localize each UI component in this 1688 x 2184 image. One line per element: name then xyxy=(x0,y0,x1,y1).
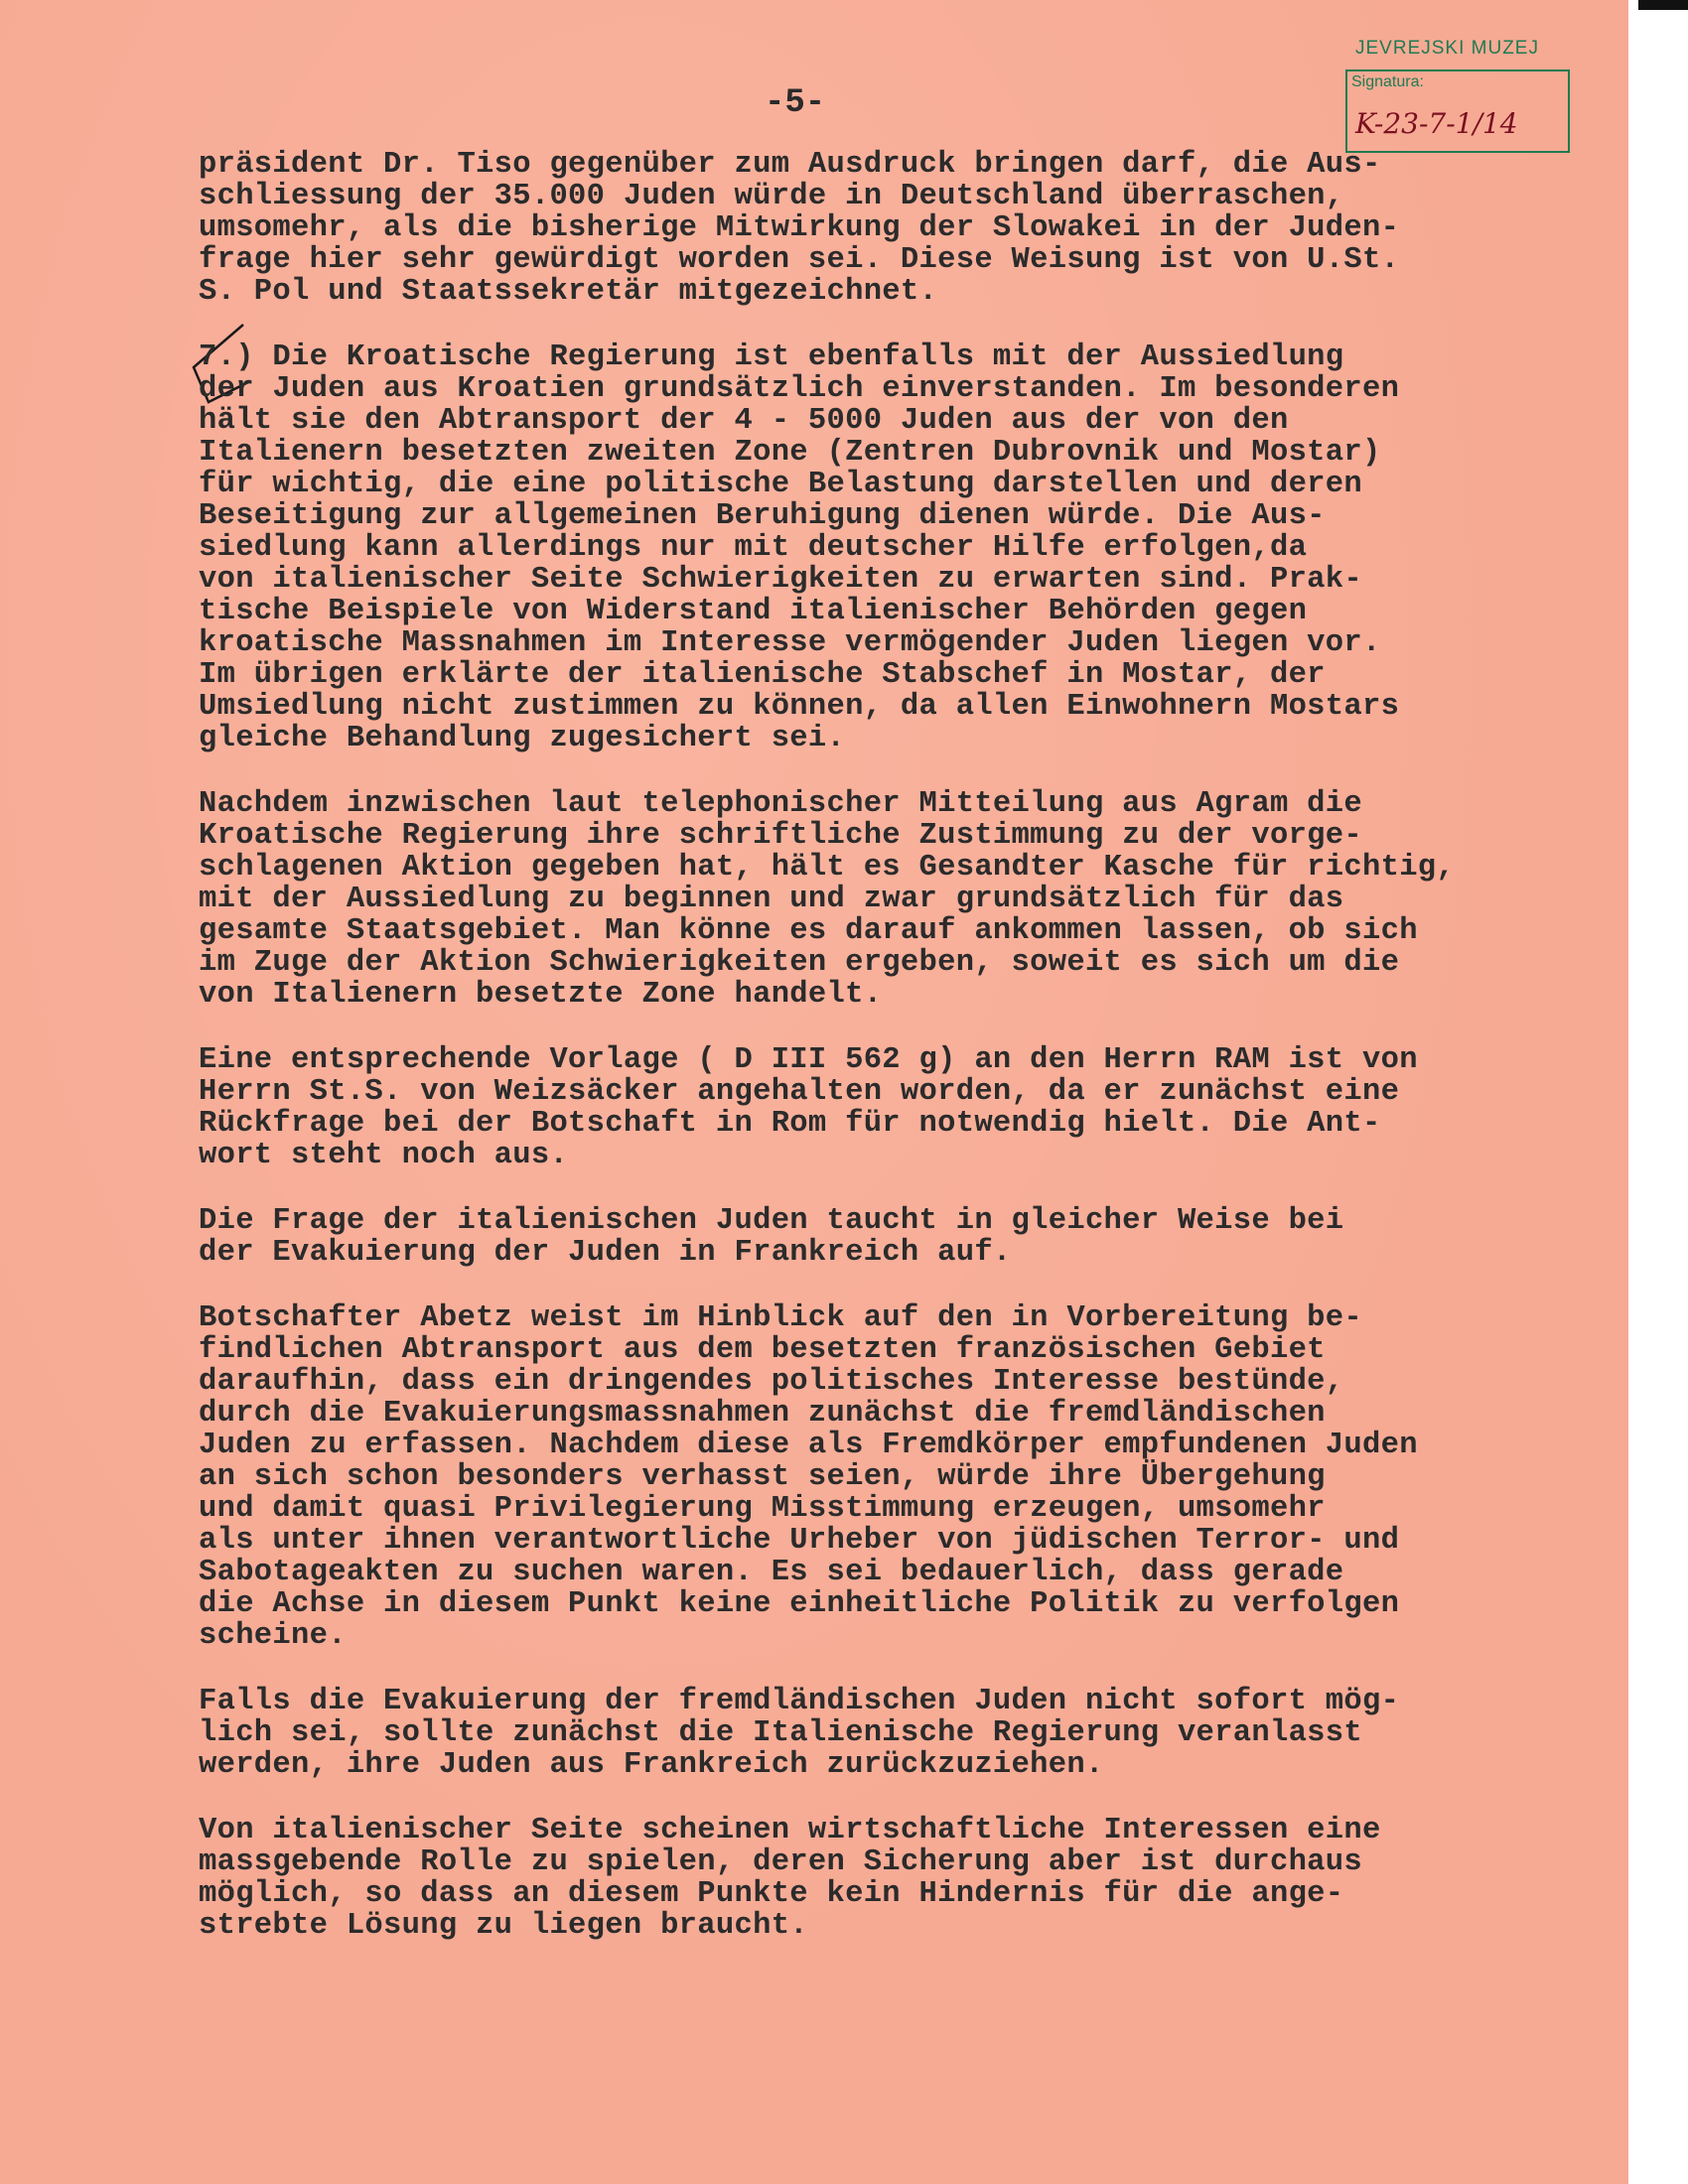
paragraph-p4 xyxy=(199,1044,1579,1171)
stamp-box xyxy=(1345,69,1570,153)
paragraph-p8 xyxy=(199,1815,1579,1942)
text-line: Umsiedlung nicht zustimmen zu können, da allen Einwohnern Mostars xyxy=(199,690,1400,724)
text-line: möglich, so dass an diesem Punkte kein Hindernis für die ange- xyxy=(199,1877,1344,1911)
text-line: frage hier sehr gewürdigt worden sei. Diese Weisung ist von U.St. xyxy=(199,243,1400,277)
text-line: Juden zu erfassen. Nachdem diese als Fremdkörper empfundenen Juden xyxy=(199,1429,1418,1462)
text-line: Im übrigen erklärte der italienische Stabschef in Mostar, der xyxy=(199,658,1326,692)
paragraph-p3 xyxy=(199,788,1579,1011)
text-line: werden, ihre Juden aus Frankreich zurückzuziehen. xyxy=(199,1748,1104,1782)
text-line: massgebende Rolle zu spielen, deren Sicherung aber ist durchaus xyxy=(199,1845,1362,1879)
text-line: Die Frage der italienischen Juden taucht in gleicher Weise bei xyxy=(199,1204,1344,1238)
text-line: findlichen Abtransport aus dem besetzten französischen Gebiet xyxy=(199,1333,1326,1367)
text-line: strebte Lösung zu liegen braucht. xyxy=(199,1909,808,1943)
text-line: schliessung der 35.000 Juden würde in Deutschland überraschen, xyxy=(199,180,1344,213)
text-line: von Italienern besetzte Zone handelt. xyxy=(199,978,883,1012)
text-line: tische Beispiele von Widerstand italienischer Behörden gegen xyxy=(199,595,1308,628)
text-line: an sich schon besonders verhasst seien, würde ihre Übergehung xyxy=(199,1460,1326,1494)
text-line: im Zuge der Aktion Schwierigkeiten ergeben, soweit es sich um die xyxy=(199,946,1400,980)
stamp-museum-name: JEVREJSKI MUZEJ xyxy=(1355,38,1539,59)
text-line: für wichtig, die eine politische Belastung darstellen und deren xyxy=(199,468,1362,501)
text-line: Sabotageakten zu suchen waren. Es sei bedauerlich, dass gerade xyxy=(199,1556,1344,1589)
text-line: siedlung kann allerdings nur mit deutscher Hilfe erfolgen,da xyxy=(199,531,1308,565)
text-line: präsident Dr. Tiso gegenüber zum Ausdruck bringen darf, die Aus- xyxy=(199,148,1381,182)
paragraph-gap xyxy=(199,1781,1579,1815)
text-line: Beseitigung zur allgemeinen Beruhigung dienen würde. Die Aus- xyxy=(199,499,1326,533)
text-line: S. Pol und Staatssekretär mitgezeichnet. xyxy=(199,275,938,309)
text-line: der Juden aus Kroatien grundsätzlich einverstanden. Im besonderen xyxy=(199,372,1400,406)
paragraph-p7 xyxy=(199,1686,1579,1781)
paragraph-gap xyxy=(199,308,1579,341)
paragraph-p2 xyxy=(199,341,1579,754)
text-line: scheine. xyxy=(199,1619,347,1653)
page-number: -5- xyxy=(765,84,826,122)
paragraph-gap xyxy=(199,1011,1579,1044)
text-line: gesamte Staatsgebiet. Man könne es darauf ankommen lassen, ob sich xyxy=(199,914,1418,948)
text-line: Nachdem inzwischen laut telephonischer Mitteilung aus Agram die xyxy=(199,787,1362,821)
stamp-signature-number: K-23-7-1/14 xyxy=(1355,107,1518,140)
page-margin xyxy=(1628,0,1688,2184)
document-body xyxy=(199,149,1579,1942)
text-line: daraufhin, dass ein dringendes politisches Interesse bestünde, xyxy=(199,1365,1344,1399)
paragraph-p5 xyxy=(199,1205,1579,1269)
paragraph-gap xyxy=(199,1652,1579,1686)
corner-mark xyxy=(1638,0,1688,10)
text-line: kroatische Massnahmen im Interesse vermögender Juden liegen vor. xyxy=(199,626,1381,660)
text-line: Falls die Evakuierung der fremdländischen Juden nicht sofort mög- xyxy=(199,1685,1400,1718)
text-line: wort steht noch aus. xyxy=(199,1139,569,1172)
text-line: Rückfrage bei der Botschaft in Rom für notwendig hielt. Die Ant- xyxy=(199,1107,1381,1141)
text-line: die Achse in diesem Punkt keine einheitliche Politik zu verfolgen xyxy=(199,1587,1400,1621)
text-line: durch die Evakuierungsmassnahmen zunächst die fremdländischen xyxy=(199,1397,1326,1431)
text-line: Italienern besetzten zweiten Zone (Zentren Dubrovnik und Mostar) xyxy=(199,436,1381,470)
text-line: mit der Aussiedlung zu beginnen und zwar grundsätzlich für das xyxy=(199,883,1344,916)
text-line: Eine entsprechende Vorlage ( D III 562 g) an den Herrn RAM ist von xyxy=(199,1043,1418,1077)
stamp-signature-label: Signatura: xyxy=(1351,73,1424,90)
archive-stamp xyxy=(1345,38,1574,157)
text-line: als unter ihnen verantwortliche Urheber von jüdischen Terror- und xyxy=(199,1524,1400,1558)
text-line: der Evakuierung der Juden in Frankreich auf. xyxy=(199,1236,1012,1270)
paragraph-gap xyxy=(199,754,1579,788)
paragraph-gap xyxy=(199,1171,1579,1205)
text-line: umsomehr, als die bisherige Mitwirkung der Slowakei in der Juden- xyxy=(199,211,1400,245)
text-line: Kroatische Regierung ihre schriftliche Zustimmung zu der vorge- xyxy=(199,819,1362,853)
text-line: hält sie den Abtransport der 4 - 5000 Juden aus der von den xyxy=(199,404,1289,438)
text-line: lich sei, sollte zunächst die Italienische Regierung veranlasst xyxy=(199,1716,1362,1750)
text-line: Herrn St.S. von Weizsäcker angehalten worden, da er zunächst eine xyxy=(199,1075,1400,1109)
text-line: schlagenen Aktion gegeben hat, hält es Gesandter Kasche für richtig, xyxy=(199,851,1456,885)
text-line: 7.) Die Kroatische Regierung ist ebenfalls mit der Aussiedlung xyxy=(199,341,1344,374)
text-line: und damit quasi Privilegierung Misstimmung erzeugen, umsomehr xyxy=(199,1492,1326,1526)
text-line: Botschafter Abetz weist im Hinblick auf den in Vorbereitung be- xyxy=(199,1301,1362,1335)
text-line: gleiche Behandlung zugesichert sei. xyxy=(199,722,846,755)
paragraph-p6 xyxy=(199,1302,1579,1652)
text-line: von italienischer Seite Schwierigkeiten zu erwarten sind. Prak- xyxy=(199,563,1362,597)
paragraph-gap xyxy=(199,1269,1579,1302)
text-line: Von italienischer Seite scheinen wirtschaftliche Interessen eine xyxy=(199,1814,1381,1847)
paragraph-p1 xyxy=(199,149,1579,308)
